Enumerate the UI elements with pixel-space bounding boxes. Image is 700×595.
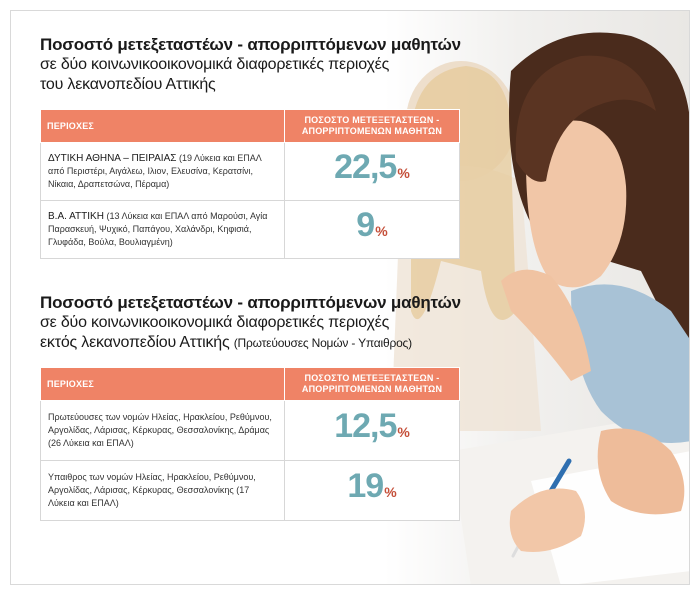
section1-title: Ποσοστό μετεξεταστέων - απορριπτόμενων μαθητών bbox=[40, 35, 461, 54]
section2-subtitle-line2 bbox=[40, 333, 470, 353]
header-regions: ΠΕΡΙΟΧΕΣ bbox=[41, 368, 285, 401]
percentage-value: 12,5 bbox=[334, 407, 397, 445]
section-gap bbox=[40, 259, 470, 293]
region-cell bbox=[41, 201, 285, 259]
percentage-cell bbox=[285, 461, 460, 521]
infographic-frame bbox=[10, 10, 690, 585]
table-header-row bbox=[41, 110, 460, 143]
header-regions: ΠΕΡΙΟΧΕΣ bbox=[41, 110, 285, 143]
percent-sign: % bbox=[375, 223, 388, 239]
region-cell: Πρωτεύουσες των νομών Ηλείας, Ηρακλείου, Ρεθύμνου, Αργολίδας, Λάρισας, Κέρκυρας, Θεσσαλονίκης, Δράμας (26 Λύκεια και ΕΠΑΛ) bbox=[41, 401, 285, 461]
section2-heading bbox=[40, 293, 470, 353]
section2-subtitle-paren: (Πρωτεύουσες Νομών - Υπαιθρος) bbox=[233, 336, 412, 350]
section1-subtitle-line1: σε δύο κοινωνικοοικονομικά διαφορετικές περιοχές bbox=[40, 56, 390, 73]
section2-title: Ποσοστό μετεξεταστέων - απορριπτόμενων μαθητών bbox=[40, 293, 461, 312]
table-row bbox=[41, 201, 460, 259]
table-row bbox=[41, 143, 460, 201]
section2-subtitle-main: εκτός λεκανοπεδίου Αττικής bbox=[40, 334, 230, 351]
region-name: ΔΥΤΙΚΗ ΑΘΗΝΑ – ΠΕΙΡΑΙΑΣ bbox=[48, 153, 177, 164]
header-percentage: ΠΟΣΟΣΤΟ ΜΕΤΕΞΕΤΑΣΤΕΩΝ - ΑΠΟΡΡΙΠΤΟΜΕΝΩΝ ΜΑΘΗΤΩΝ bbox=[284, 110, 459, 143]
section1-subtitle-line2: του λεκανοπεδίου Αττικής bbox=[40, 76, 216, 93]
section1-heading bbox=[40, 35, 470, 95]
percentage-cell bbox=[284, 201, 459, 259]
header-percentage: ΠΟΣΟΣΤΟ ΜΕΤΕΞΕΤΑΣΤΕΩΝ - ΑΠΟΡΡΙΠΤΟΜΕΝΩΝ ΜΑΘΗΤΩΝ bbox=[285, 368, 460, 401]
table-row bbox=[41, 461, 460, 521]
percentage-cell bbox=[284, 143, 459, 201]
percentage-cell bbox=[285, 401, 460, 461]
percentage-value: 19 bbox=[347, 467, 384, 505]
percent-sign: % bbox=[397, 424, 410, 440]
percent-sign: % bbox=[397, 165, 410, 181]
region-cell bbox=[41, 143, 285, 201]
region-cell: Υπαιθρος των νομών Ηλείας, Ηρακλείου, Ρεθύμνου, Αργολίδας, Λάρισας, Κέρκυρας, Θεσσαλονίκης (17 Λύκεια και ΕΠΑΛ) bbox=[41, 461, 285, 521]
percentage-value: 22,5 bbox=[334, 148, 397, 186]
section1-table bbox=[40, 109, 460, 259]
region-detail: (13 Λύκεια και ΕΠΑΛ από Μαρούσι, Αγία Παρασκευή, Ψυχικό, Παπάγου, Χαλάνδρι, Κηφισιά, Γλυφάδα, Βούλα, Βουλιαγμένη) bbox=[48, 211, 268, 247]
table-row bbox=[41, 401, 460, 461]
region-name: Β.Α. ΑΤΤΙΚΗ bbox=[48, 211, 104, 222]
content bbox=[40, 35, 470, 521]
table-header-row bbox=[41, 368, 460, 401]
region-detail: (19 Λύκεια και ΕΠΑΛ από Περιστέρι, Αιγάλεω, Ιλιον, Ελευσίνα, Κερατσίνι, Νίκαια, Δραπετσώνα, Πέραμα) bbox=[48, 153, 262, 189]
section2-subtitle-line1: σε δύο κοινωνικοοικονομικά διαφορετικές περιοχές bbox=[40, 314, 390, 331]
section2-table bbox=[40, 367, 460, 521]
percent-sign: % bbox=[384, 484, 397, 500]
percentage-value: 9 bbox=[356, 206, 375, 244]
